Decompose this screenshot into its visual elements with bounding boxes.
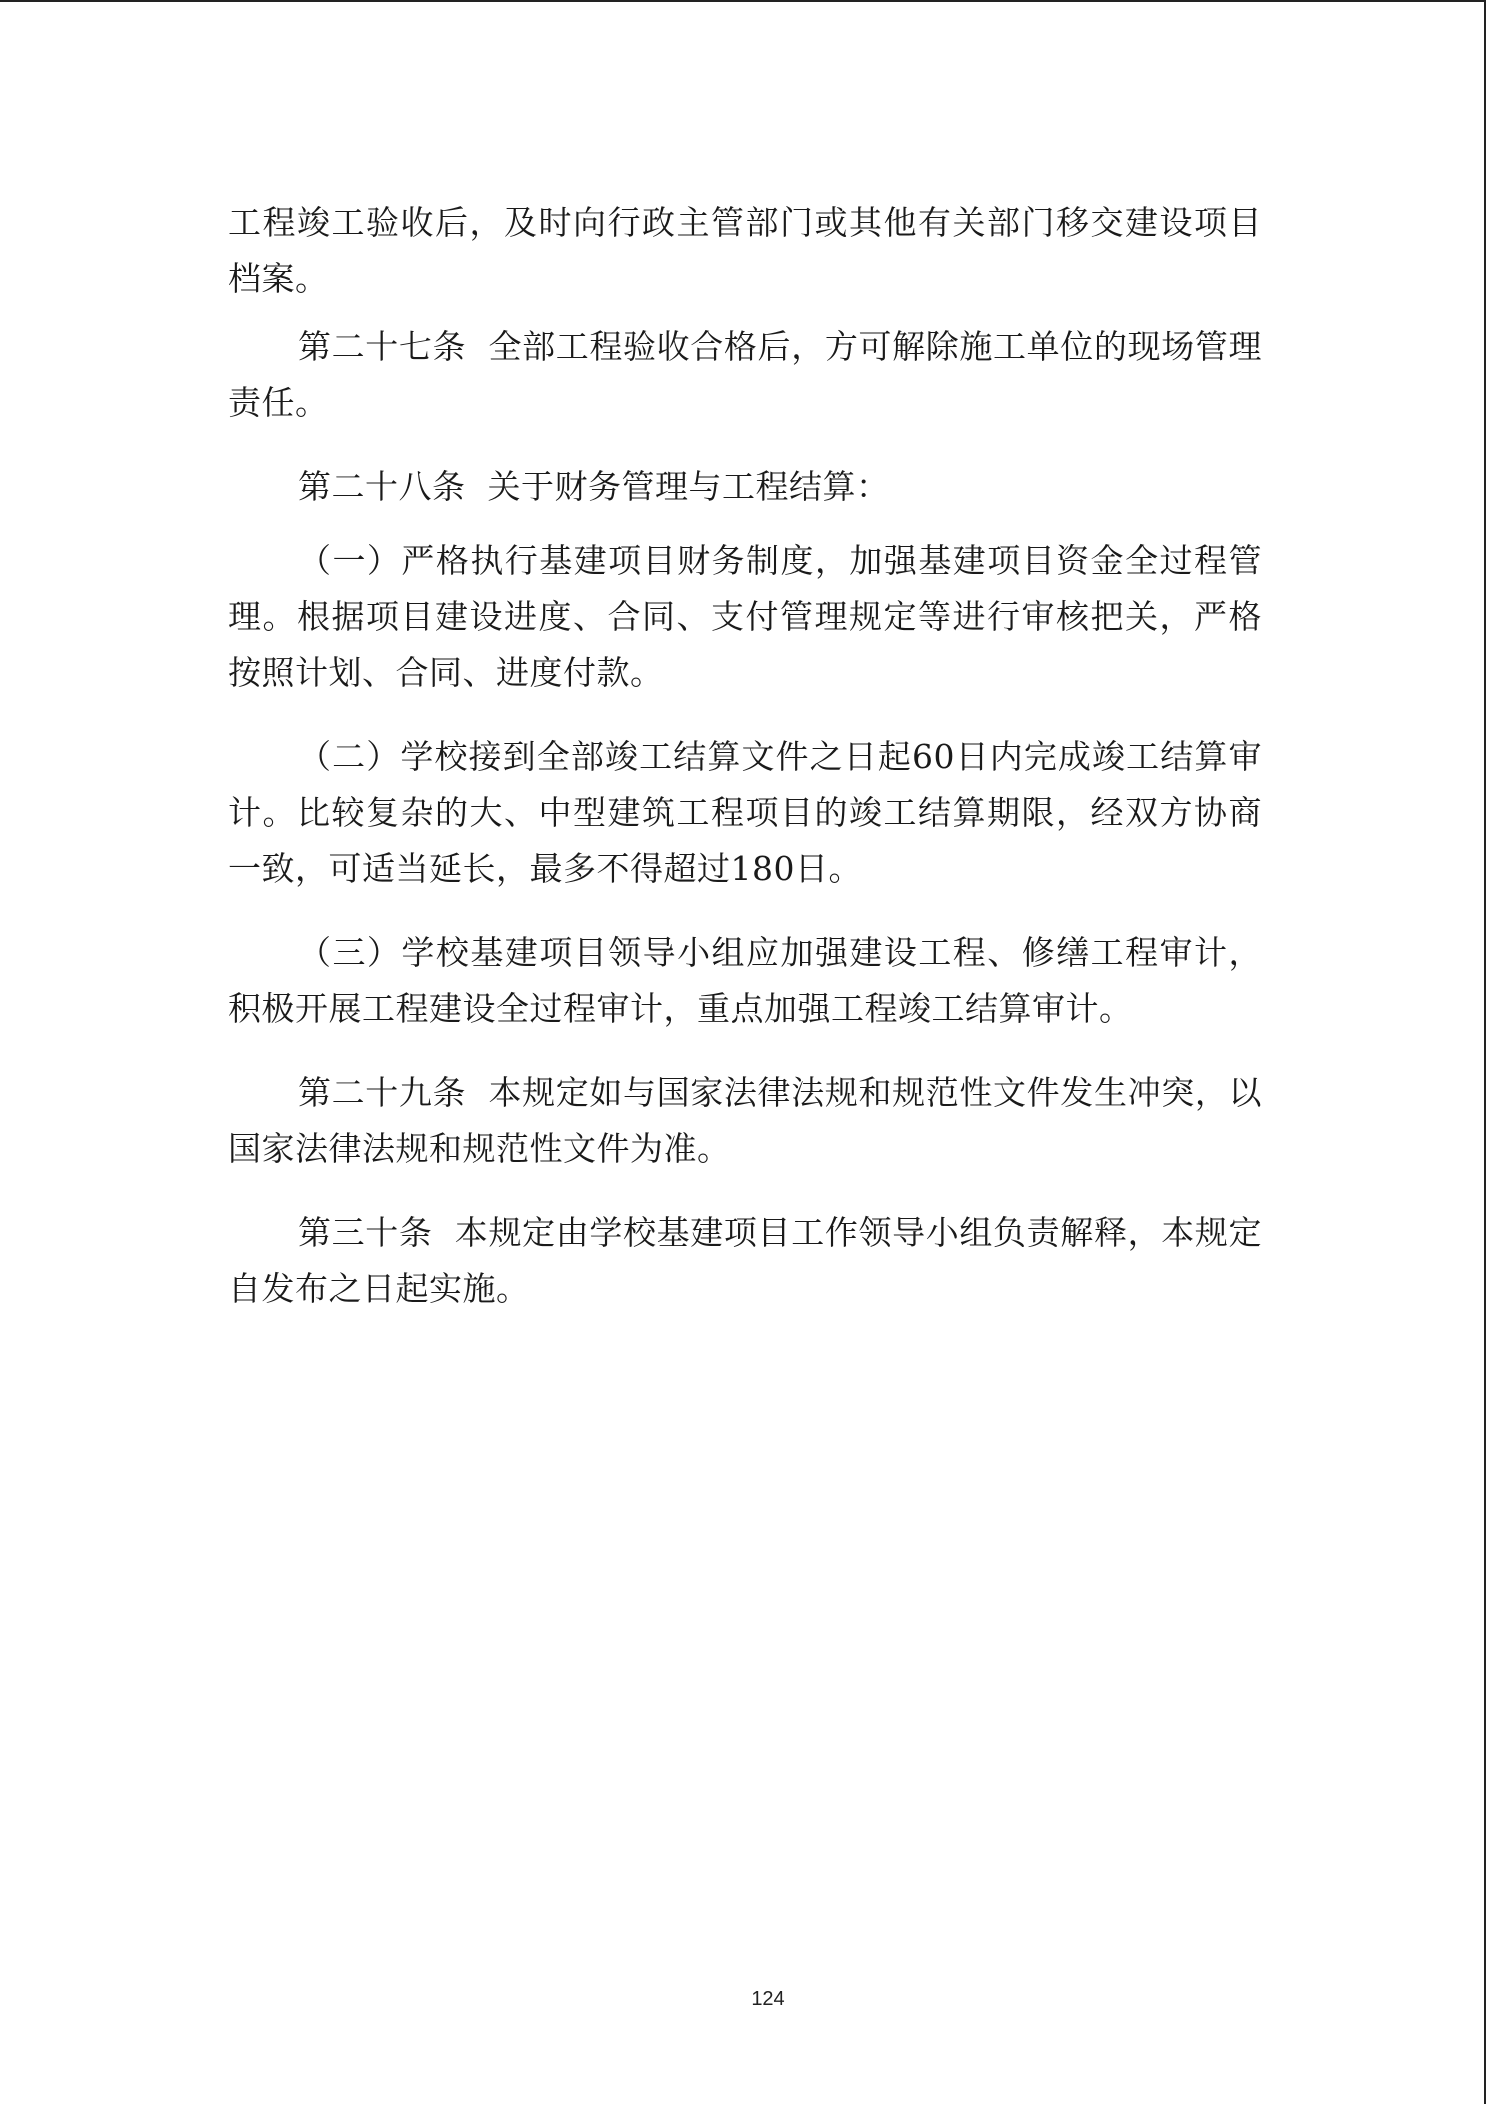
article-29: 第二十九条 本规定如与国家法律法规和规范性文件发生冲突，以国家法律法规和规范性文件为准。 bbox=[228, 1073, 1262, 1168]
article-27: 第二十七条 全部工程验收合格后，方可解除施工单位的现场管理责任。 bbox=[228, 327, 1262, 422]
article-28-item-2: （二）学校接到全部竣工结算文件之日起60日内完成竣工结算审计。比较复杂的大、中型建筑工程项目的竣工结算期限，经双方协商一致，可适当延长，最多不得超过180日。 bbox=[228, 737, 1262, 888]
document-body bbox=[228, 195, 1262, 1317]
page-number: 124 bbox=[751, 1988, 785, 2010]
article-30: 第三十条 本规定由学校基建项目工作领导小组负责解释，本规定自发布之日起实施。 bbox=[228, 1213, 1262, 1308]
article-28: 第二十八条 关于财务管理与工程结算： bbox=[298, 467, 890, 506]
article-28-item-1: （一）严格执行基建项目财务制度，加强基建项目资金全过程管理。根据项目建设进度、合同、支付管理规定等进行审核把关，严格按照计划、合同、进度付款。 bbox=[228, 541, 1262, 692]
article-28-item-3: （三）学校基建项目领导小组应加强建设工程、修缮工程审计，积极开展工程建设全过程审计，重点加强工程竣工结算审计。 bbox=[228, 933, 1262, 1028]
continuation-paragraph: 工程竣工验收后，及时向行政主管部门或其他有关部门移交建设项目档案。 bbox=[228, 203, 1262, 298]
